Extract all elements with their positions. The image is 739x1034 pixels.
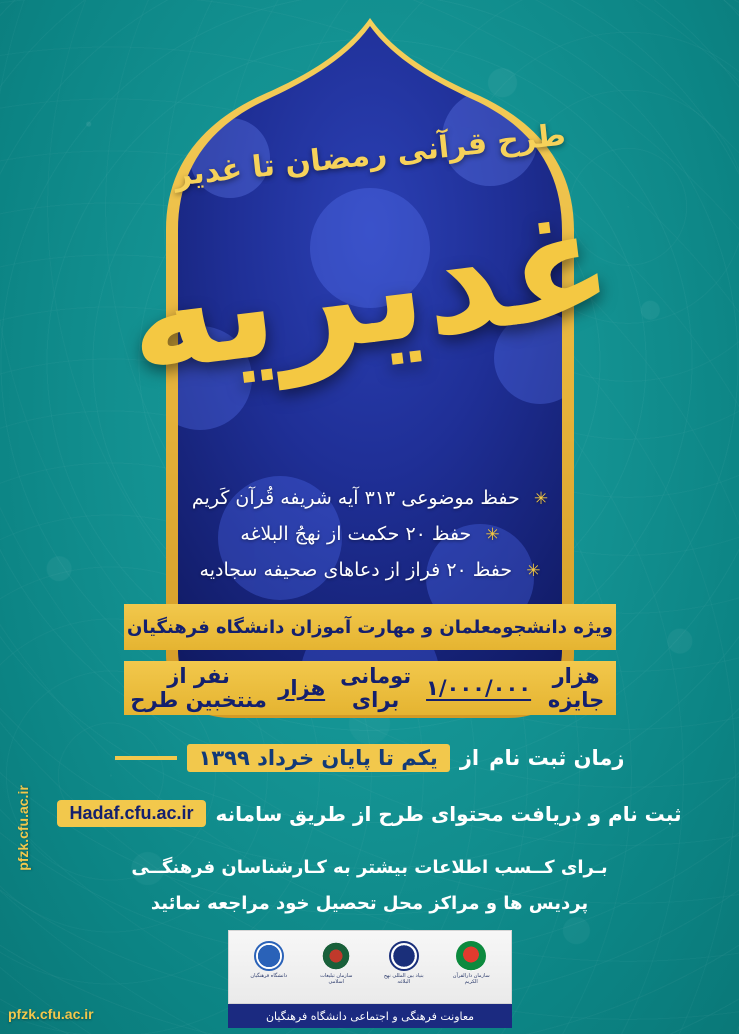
mihrab-arch-panel [110,18,630,728]
registration-site-line [0,800,739,827]
logo-sazman-tablighat [314,941,358,993]
logo-caption: بنیاد بین المللی نهج البلاغه [383,973,424,986]
website-url-badge[interactable]: Hadaf.cfu.ac.ir [57,800,205,827]
footer-logo-bar [228,930,512,1004]
tablighat-icon [321,941,351,971]
registration-time-line [0,744,739,772]
logo-caption: دانشگاه فرهنگیان [250,973,288,979]
prize-prefix: هزار جایزه [547,664,605,712]
poster-main-calligraphy-title: غدیریه [118,175,622,407]
prize-amount: ۱/۰۰۰/۰۰۰ [426,676,532,700]
nahjolbalagheh-icon [389,941,419,971]
prize-middle: تومانی برای [340,664,412,712]
poster-feature-list [110,473,630,595]
prize-band [124,661,616,715]
list-item [110,487,630,509]
info-line-2: پردیس ها و مراکز محل تحصیل خود مراجعه نمائید [150,893,589,914]
star-icon: ✳ [526,561,541,581]
list-item [110,523,630,545]
prize-suffix: نفر از منتخبین طرح [130,664,267,712]
logo-caption: سازمان تبلیغات اسلامی [320,973,353,986]
list-item-label: حفظ ۲۰ حکمت از نهجُ البلاغه [240,523,472,545]
registration-from-word: از [459,746,480,770]
registration-date-badge: یکم تا پایان خرداد ۱۳۹۹ [187,744,450,772]
logo-caption: سازمان دارالقرآن الکریم [452,973,490,986]
logo-farhangian-university [247,941,291,993]
watermark-bottom: pfzk.cfu.ac.ir [8,1006,94,1022]
quran-org-icon [456,941,486,971]
site-line-label: ثبت نام و دریافت محتوای طرح از طریق سامانه [215,801,682,826]
list-item [110,559,630,581]
poster-top-title: طرح قرآنی رمضان تا غدیر [172,117,568,194]
audience-band: ویژه دانشجومعلمان و مهارت آموزان دانشگاه فرهنگیان [124,604,616,650]
star-icon: ✳ [533,489,549,509]
farhangian-university-icon [254,941,284,971]
prize-highlight: هزار [278,676,326,700]
divider-dash [115,756,177,760]
logo-quran-org [449,941,493,993]
list-item-label: حفظ موضوعی ۳۱۳ آیه شریفه قُرآن کَریم [191,487,520,509]
footer-organization-caption: معاونت فرهنگی و اجتماعی دانشگاه فرهنگیان [228,1004,512,1028]
registration-label: زمان ثبت نام [489,746,625,770]
logo-nahjolbalagheh [382,941,426,993]
info-line-1: بـرای کــسب اطلاعات بیشتر به کـارشناسان فرهنگــی [131,857,608,878]
star-icon: ✳ [485,525,500,545]
list-item-label: حفظ ۲۰ فراز از دعاهای صحیفه سجادیه [199,559,513,581]
watermark-left: pfzk.cfu.ac.ir [14,785,31,871]
